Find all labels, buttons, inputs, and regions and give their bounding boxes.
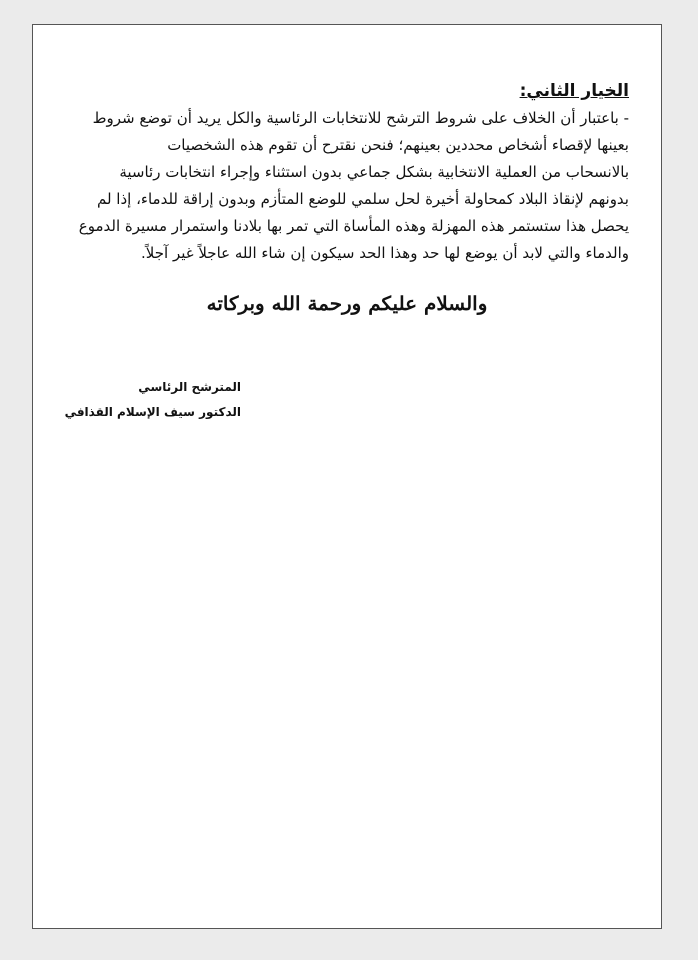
body-line: والدماء والتي لابد أن يوضع لها حد وهذا الحد سيكون إن شاء الله عاجلاً غير آجلاً. xyxy=(141,244,629,262)
document-page xyxy=(32,24,662,929)
signature-title: المترشح الرئاسي xyxy=(138,380,241,394)
body-line: - باعتبار أن الخلاف على شروط الترشح للانتخابات الرئاسية والكل يريد أن توضع شروط xyxy=(92,109,629,127)
body-paragraph xyxy=(67,105,629,267)
body-line: بدونهم لإنقاذ البلاد كمحاولة أخيرة لحل سلمي للوضع المتأزم وبدون إراقة للدماء، إذا لم xyxy=(96,190,629,208)
body-line: يحصل هذا ستستمر هذه المهزلة وهذه المأساة التي تمر بها بلادنا واستمرار مسيرة الدموع xyxy=(78,217,629,235)
section-heading: الخيار الثاني: xyxy=(519,81,629,101)
signature-name: الدكتور سيف الإسلام القذافي xyxy=(64,405,241,419)
closing-greeting: والسلام عليكم ورحمة الله وبركاته xyxy=(206,293,488,315)
body-line: بالانسحاب من العملية الانتخابية بشكل جماعي بدون استثناء وإجراء انتخابات رئاسية xyxy=(119,163,629,181)
body-line: بعينها لإقصاء أشخاص محددين بعينهم؛ فنحن نقترح أن تقوم هذه الشخصيات xyxy=(167,136,629,154)
